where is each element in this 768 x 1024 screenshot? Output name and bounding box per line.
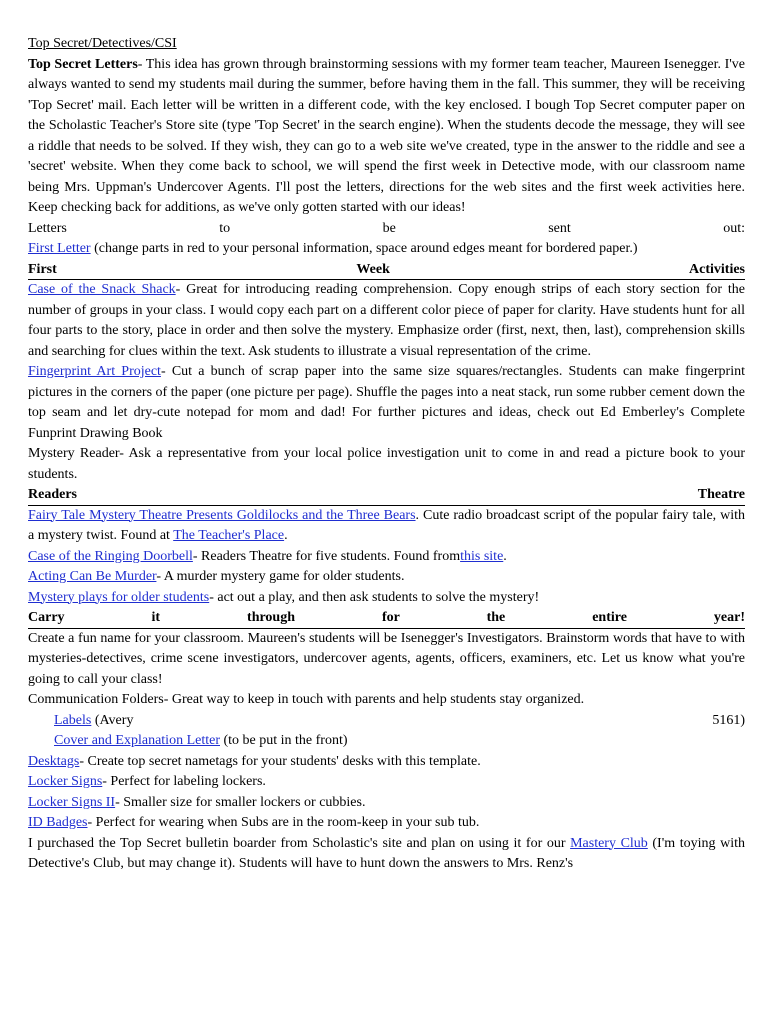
goldilocks-paragraph: Fairy Tale Mystery Theatre Presents Goldilocks and the Three Bears. Cute radio broadcast script of the popular fairy tale, with a mystery twist. Found at The Teacher's Place. [28, 507, 746, 543]
mystery-plays-link[interactable]: Mystery plays for older students [28, 589, 210, 605]
plays-line: Mystery plays for older students- act out a play, and then ask students to solve the mystery! [28, 589, 540, 605]
murder-line: Acting Can Be Murder- A murder mystery game for older students. [28, 569, 405, 584]
bulletin-paragraph: I purchased the Top Secret bulletin boarder from Scholastic's site and plan on using it for our Mastery Club (I'm toying with Detective's Club, but may change it). Students will have to hunt down the answers to Mrs. Renz's [28, 835, 745, 871]
goldilocks-link[interactable]: Fairy Tale Mystery Theatre Presents Goldilocks and the Three Bears [28, 507, 416, 523]
this-site-link[interactable]: this site [460, 548, 504, 564]
first-letter-line: First Letter (change parts in red to your personal information, space around edges meant for bordered paper.) [28, 241, 638, 256]
avery-number: 5161) [712, 712, 745, 728]
page-title: Top Secret/Detectives/CSI [28, 36, 177, 51]
acting-murder-link[interactable]: Acting Can Be Murder [28, 569, 157, 584]
first-week-heading: First Week Activities [28, 260, 745, 281]
locker-signs-ii-link[interactable]: Locker Signs II [28, 794, 116, 810]
document-body [28, 34, 745, 875]
readers-theatre-heading: Readers Theatre [28, 485, 745, 506]
ringing-doorbell-link[interactable]: Case of the Ringing Doorbell [28, 548, 193, 564]
locker-signs-line: Locker Signs- Perfect for labeling lockers. [28, 774, 266, 789]
teachers-place-link[interactable]: The Teacher's Place [173, 528, 285, 543]
intro-lead: Top Secret Letters [28, 56, 138, 72]
id-badges-link[interactable]: ID Badges [28, 815, 88, 830]
fun-name-paragraph: Create a fun name for your classroom. Maureen's students will be Isenegger's Investigators. Brainstorm words that have to with mysteries-detectives, crime scene investigators, undercover agents, agents, officers, examiners, etc. Let us know what you're going to call your class! [28, 630, 745, 687]
desktags-line: Desktags- Create top secret nametags for your students' desks with this template. [28, 753, 481, 769]
communication-folders-line: Communication Folders- Great way to keep in touch with parents and help students stay organized. [28, 692, 585, 707]
labels-line: Labels (Avery 5161) [28, 711, 745, 732]
letters-heading: Letters to be sent out: [28, 220, 745, 236]
carry-through-heading: Carry it through for the entire year! [28, 608, 745, 629]
fingerprint-paragraph: Fingerprint Art Project- Cut a bunch of scrap paper into the same size squares/rectangles. Students can make fingerprint pictures in the corners of the paper (one picture per page). Shuffle the pages into a neat stack, run some rubber cement down the top seam and let dry-cute notepad for mom and dad! For further pictures and ideas, check out Ed Emberley's Complete Funprint Drawing Book [28, 364, 745, 441]
snack-shack-link[interactable]: Case of the Snack Shack [28, 282, 176, 297]
cover-letter-link[interactable]: Cover and Explanation Letter [54, 733, 220, 748]
cover-letter-line: Cover and Explanation Letter (to be put in the front) [54, 733, 348, 748]
id-badges-line: ID Badges- Perfect for wearing when Subs are in the room-keep in your sub tub. [28, 815, 480, 830]
intro-text: - This idea has grown through brainstorming sessions with my former team teacher, Maureen Isenegger. I've always wanted to send my students mail during the summer, before having them in the fall. This summer, they will be receiving 'Top Secret' mail. Each letter will be written in a different code, with the key enclosed. I bough Top Secret computer paper on the Scholastic Teacher's Store site (type 'Top Secret' in the search engine). When the students decode the message, they will see a riddle that needs to be solved. If they wish, they can go to a web site we've created, type in the answer to the riddle and see a 'secret' website. When they come back to school, we will spend the first week in Detective mode, with our classroom name being Mrs. Uppman's Undercover Agents. I'll post the letters, directions for the web sites and the first week activities here. Keep checking back for additions, as we've only gotten started with our ideas! [28, 56, 745, 215]
desktags-link[interactable]: Desktags [28, 753, 80, 769]
labels-link[interactable]: Labels [54, 712, 92, 728]
mystery-reader-paragraph: Mystery Reader- Ask a representative from your local police investigation unit to come in and read a picture book to your students. [28, 446, 745, 482]
locker-signs-link[interactable]: Locker Signs [28, 774, 103, 789]
intro-paragraph [28, 55, 745, 219]
doorbell-line: Case of the Ringing Doorbell- Readers Theatre for five students. Found fromthis site. [28, 548, 507, 564]
snack-shack-paragraph: Case of the Snack Shack- Great for introducing reading comprehension. Copy enough strips of each story section for the number of groups in your class. I would copy each part on a different color piece of paper for clarity. Have students hunt for all four parts to the story, place in order and then solve the mystery. Emphasize order (first, next, then, last), comprehension skills and searching for clues within the text. Ask students to illustrate a visual representation of the crime. [28, 282, 745, 359]
first-letter-link[interactable]: First Letter [28, 241, 91, 256]
locker-signs-ii-line: Locker Signs II- Smaller size for smaller lockers or cubbies. [28, 794, 366, 810]
mastery-club-link[interactable]: Mastery Club [570, 835, 648, 851]
fingerprint-link[interactable]: Fingerprint Art Project [28, 364, 161, 379]
